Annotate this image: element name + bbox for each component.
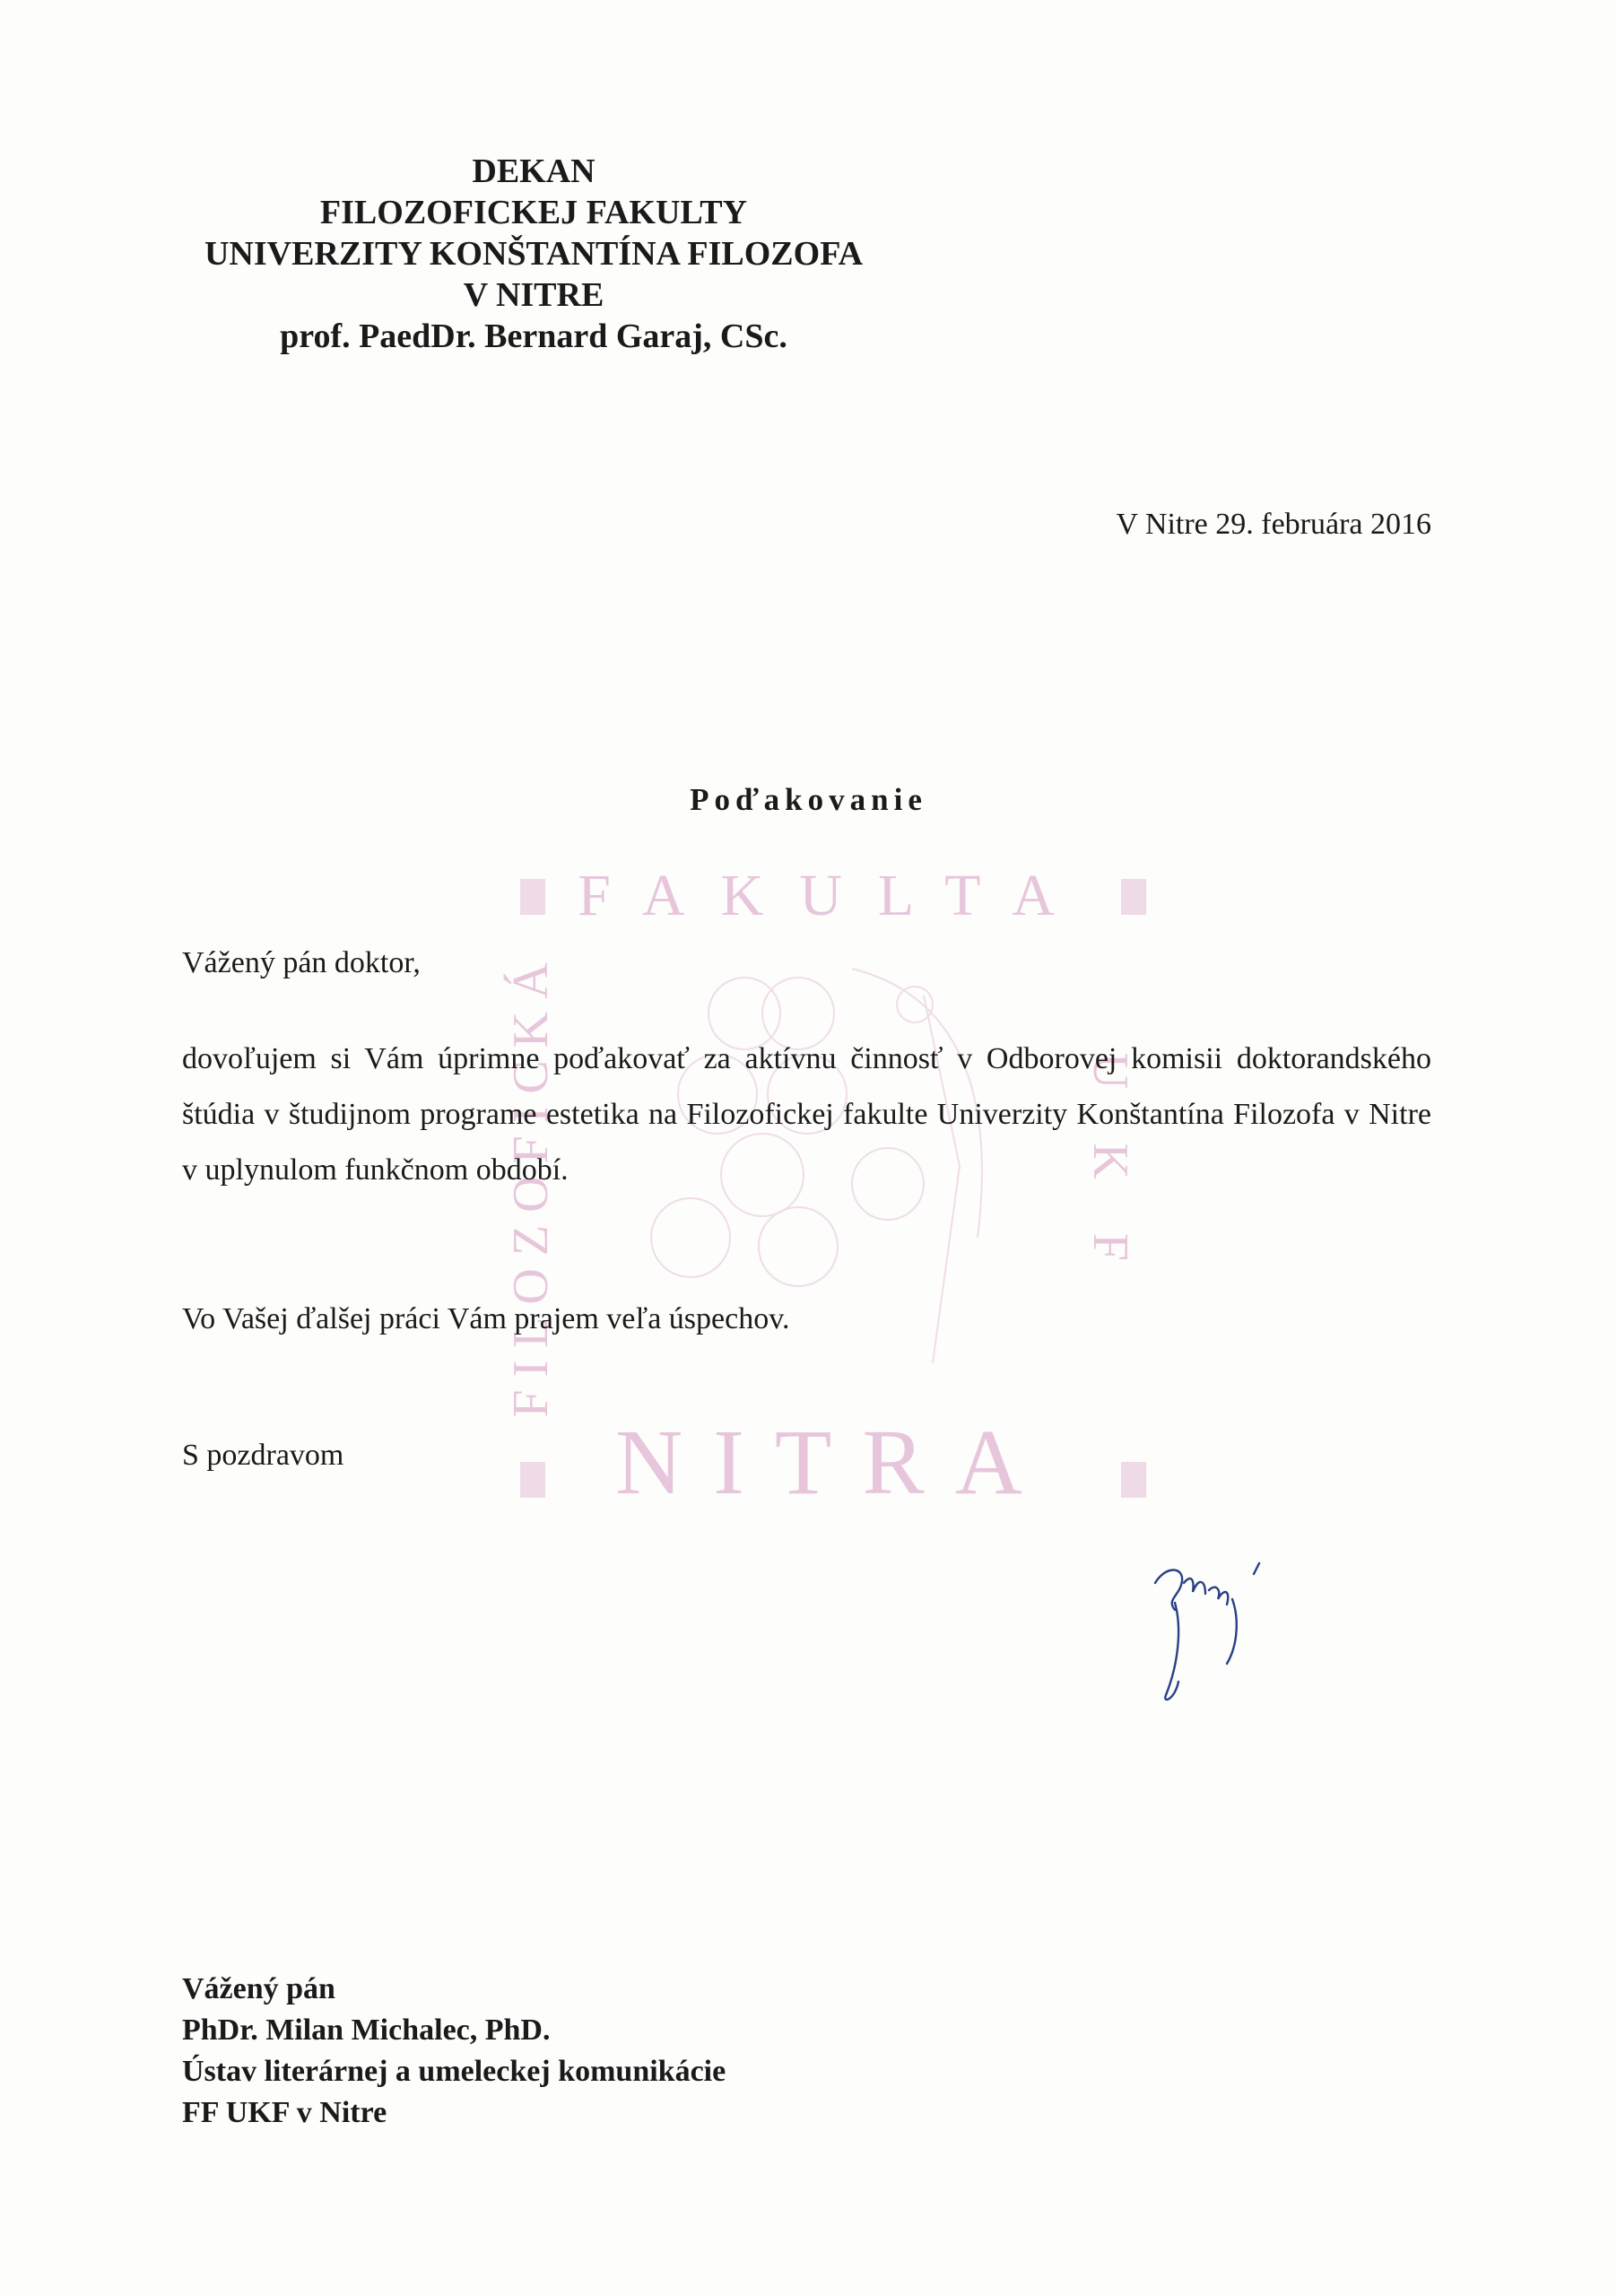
wish-paragraph: Vo Vašej ďalšej práci Vám prajem veľa úspechov. <box>182 1302 790 1335</box>
sender-university: UNIVERZITY KONŠTANTÍNA FILOZOFA <box>204 235 864 273</box>
sender-city: V NITRE <box>463 276 604 314</box>
svg-text:NITRA: NITRA <box>615 1411 1053 1514</box>
addressee-name: PhDr. Milan Michalec, PhD. <box>182 2013 551 2047</box>
addressee-greeting: Vážený pán <box>182 1972 335 2005</box>
sender-faculty: FILOZOFICKEJ FAKULTY <box>319 194 748 231</box>
letter-date: V Nitre 29. februára 2016 <box>1116 508 1431 541</box>
addressee-block <box>182 1969 726 2134</box>
addressee-faculty: FF UKF v Nitre <box>182 2096 387 2129</box>
sender-title: DEKAN <box>472 152 596 190</box>
sender-header <box>161 151 906 357</box>
letter-body: dovoľujem si Vám úprimne poďakovať za aktívnu činnosť v Odborovej komisii doktorandského štúdia v študijnom programe estetika na Filozofickej fakulte Univerzity Konštantína Filozofa v Nitre v uplynulom funkčnom období. <box>182 1042 1431 1187</box>
addressee-department: Ústav literárnej a umeleckej komunikácie <box>182 2055 726 2088</box>
handwritten-signature <box>1139 1547 1282 1709</box>
svg-text:FAKULTA: FAKULTA <box>578 863 1091 928</box>
svg-text:UKF: UKF <box>1082 1052 1138 1316</box>
closing-phrase: S pozdravom <box>182 1439 344 1472</box>
letter-title: Poďakovanie <box>690 782 927 817</box>
sender-name: prof. PaedDr. Bernard Garaj, CSc. <box>280 317 787 355</box>
salutation: Vážený pán doktor, <box>182 946 421 979</box>
svg-text:FILOZOFICKÁ: FILOZOFICKÁ <box>503 950 559 1418</box>
